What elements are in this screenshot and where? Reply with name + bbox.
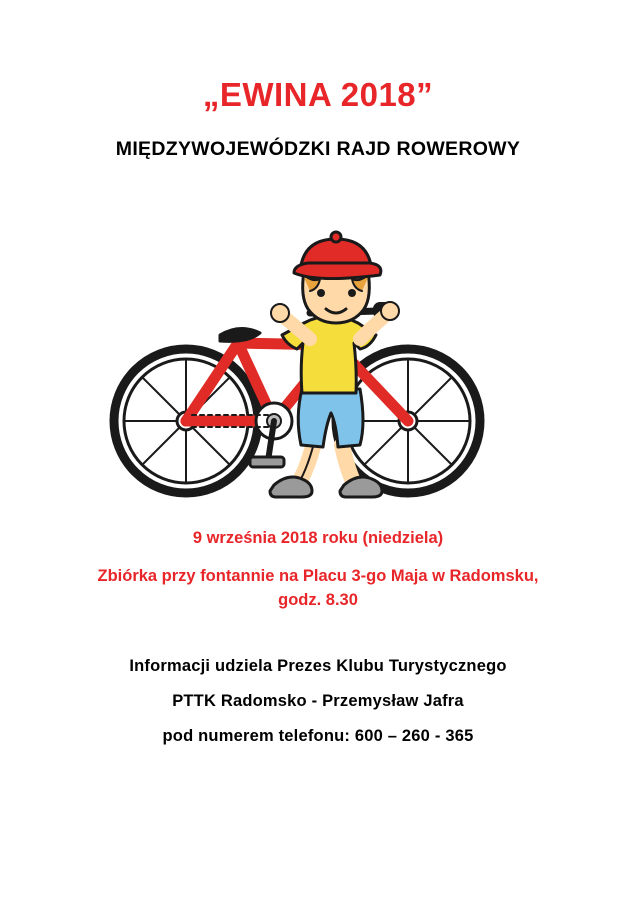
event-place: Zbiórka przy fontannie na Placu 3-go Maja w Radomsku, godz. 8.30 xyxy=(97,567,539,609)
event-date: 9 września 2018 roku (niedziela) xyxy=(192,529,444,547)
boy-shorts xyxy=(298,389,363,447)
cyclist-boy-illustration xyxy=(78,193,558,503)
contact-info-block xyxy=(0,613,636,746)
contact-line-1: Informacji udziela Prezes Klubu Turystycznego xyxy=(129,656,507,675)
red-cap xyxy=(294,232,381,279)
pedal xyxy=(250,457,284,467)
page-title: „EWINA 2018” xyxy=(202,76,434,113)
poster-subtitle: MIĘDZYWOJEWÓDZKI RAJD ROWEROWY xyxy=(115,138,521,160)
contact-line-3: pod numerem telefonu: 600 – 260 - 365 xyxy=(162,726,474,745)
contact-line-2: PTTK Radomsko - Przemysław Jafra xyxy=(172,691,464,710)
boy-shoes xyxy=(270,477,382,497)
illustration-container xyxy=(0,193,636,503)
